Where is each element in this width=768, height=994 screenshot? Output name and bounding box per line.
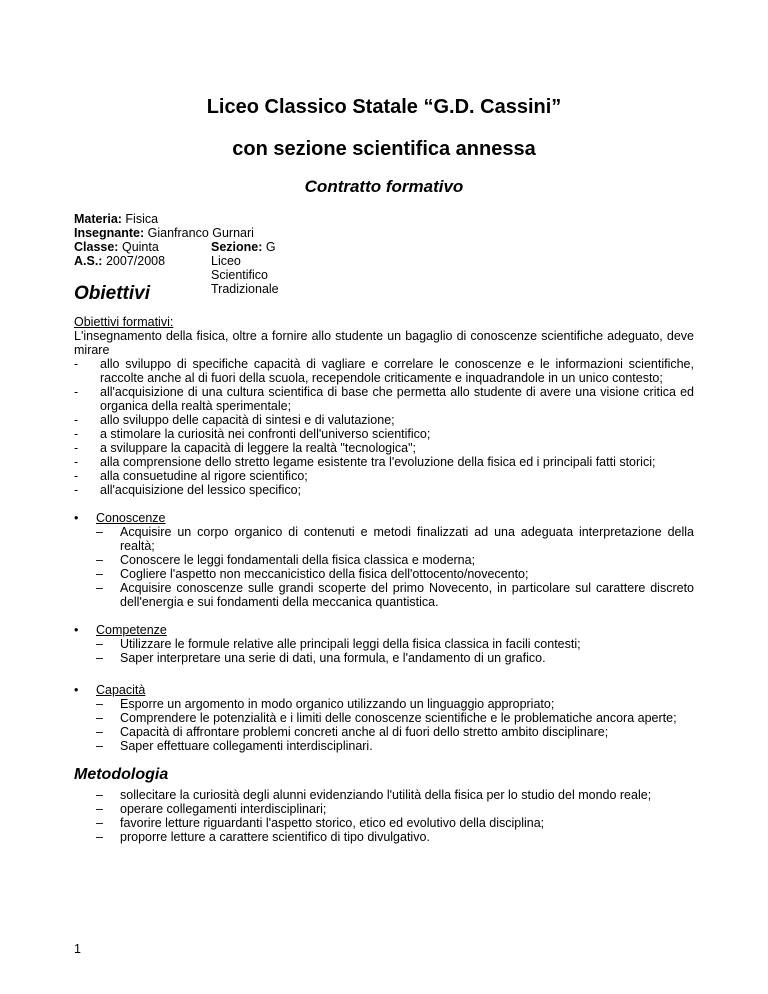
bullet-icon: • [74, 683, 79, 697]
list-item: - all'acquisizione di una cultura scientifica di base che permetta allo studente di avere una visione critica ed organica della realtà sperimentale; [74, 385, 694, 413]
conoscenze-list [74, 525, 694, 609]
obiettivi-heading: Obiettivi [74, 283, 151, 304]
list-item: - a stimolare la curiosità nei confronti dell'universo scientifico; [74, 427, 431, 441]
list-item: – operare collegamenti interdisciplinari; [96, 802, 327, 816]
insegnante-row: Insegnante: Gianfranco Gurnari [74, 226, 254, 240]
conoscenze-title: Conoscenze [96, 511, 166, 525]
sezione-field: Sezione: G Liceo Scientifico Tradizionale [211, 240, 279, 296]
metodologia-heading: Metodologia [74, 766, 169, 783]
list-item: - alla comprensione dello stretto legame esistente tra l'evoluzione della fisica ed i principali fatti storici; [74, 455, 656, 469]
materia-row: Materia: Fisica [74, 212, 159, 226]
conoscenze-section [74, 511, 694, 609]
list-item: - allo sviluppo delle capacità di sintesi e di valutazione; [74, 413, 395, 427]
list-item: – Acquisire un corpo organico di contenuti e metodi finalizzati ad una adeguata interpretazione della realtà; [96, 525, 694, 553]
metodologia-list [96, 788, 694, 844]
list-item: – Saper interpretare una serie di dati, una formula, e l'andamento di un grafico. [96, 651, 546, 665]
list-item: - all'acquisizione del lessico specifico; [74, 483, 302, 497]
list-item: - a sviluppare la capacità di leggere la realtà "tecnologica"; [74, 441, 417, 455]
list-item: – sollecitare la curiosità degli alunni evidenziando l'utilità della fisica per lo studio del mondo reale; [96, 788, 652, 802]
obiettivi-list [74, 357, 694, 497]
bullet-icon: • [74, 623, 79, 637]
school-title: Liceo Classico Statale “G.D. Cassini” [206, 96, 562, 118]
classe-row: Classe: Quinta Sezione: G Liceo Scientifico Tradizionale [74, 240, 279, 296]
list-item: – Capacità di affrontare problemi concreti anche al di fuori dello stretto ambito disciplinare; [96, 725, 609, 739]
bullet-icon: • [74, 511, 79, 525]
list-item: – Cogliere l'aspetto non meccanicistico della fisica dell'ottocento/novecento; [96, 567, 529, 581]
list-item: – Comprendere le potenzialità e i limiti delle conoscenze scientifiche e le problematiche ancora aperte; [96, 711, 677, 725]
capacita-title: Capacità [96, 683, 146, 697]
page-number: 1 [74, 942, 81, 956]
list-item: – proporre letture a carattere scientifico di tipo divulgativo. [96, 830, 430, 844]
obiettivi-formativi [74, 315, 694, 497]
anno-scolastico-row: A.S.: 2007/2008 [74, 254, 166, 268]
list-item: – Conoscere le leggi fondamentali della fisica classica e moderna; [96, 553, 476, 567]
obiettivi-intro: L'insegnamento della fisica, oltre a fornire allo studente un bagaglio di conoscenze scientifiche adeguato, deve mirare [74, 329, 694, 357]
document-title: Contratto formativo [304, 177, 464, 196]
competenze-section [74, 623, 694, 665]
list-item: – Saper effettuare collegamenti interdisciplinari. [96, 739, 373, 753]
competenze-title: Competenze [96, 623, 167, 637]
list-item: – Acquisire conoscenze sulle grandi scoperte del primo Novecento, in particolare sul carattere discreto dell'energia e sui fondamenti della meccanica quantistica. [96, 581, 694, 609]
list-item: - alla consuetudine al rigore scientifico; [74, 469, 308, 483]
capacita-section [74, 683, 694, 753]
competenze-list [74, 637, 694, 665]
list-item: – Utilizzare le formule relative alle principali leggi della fisica classica in facili contesti; [96, 637, 581, 651]
capacita-list [74, 697, 694, 753]
obiettivi-formativi-label: Obiettivi formativi: [74, 315, 174, 329]
section-subtitle: con sezione scientifica annessa [232, 138, 536, 160]
list-item: – favorire letture riguardanti l'aspetto storico, etico ed evolutivo della disciplina; [96, 816, 545, 830]
list-item: – Esporre un argomento in modo organico utilizzando un linguaggio appropriato; [96, 697, 555, 711]
list-item: - allo sviluppo di specifiche capacità di vagliare e correlare le conoscenze e le informazioni scientifiche, raccolte anche al di fuori della scuola, recependole criticamente e inquadrandole in un unico contesto; [74, 357, 694, 385]
